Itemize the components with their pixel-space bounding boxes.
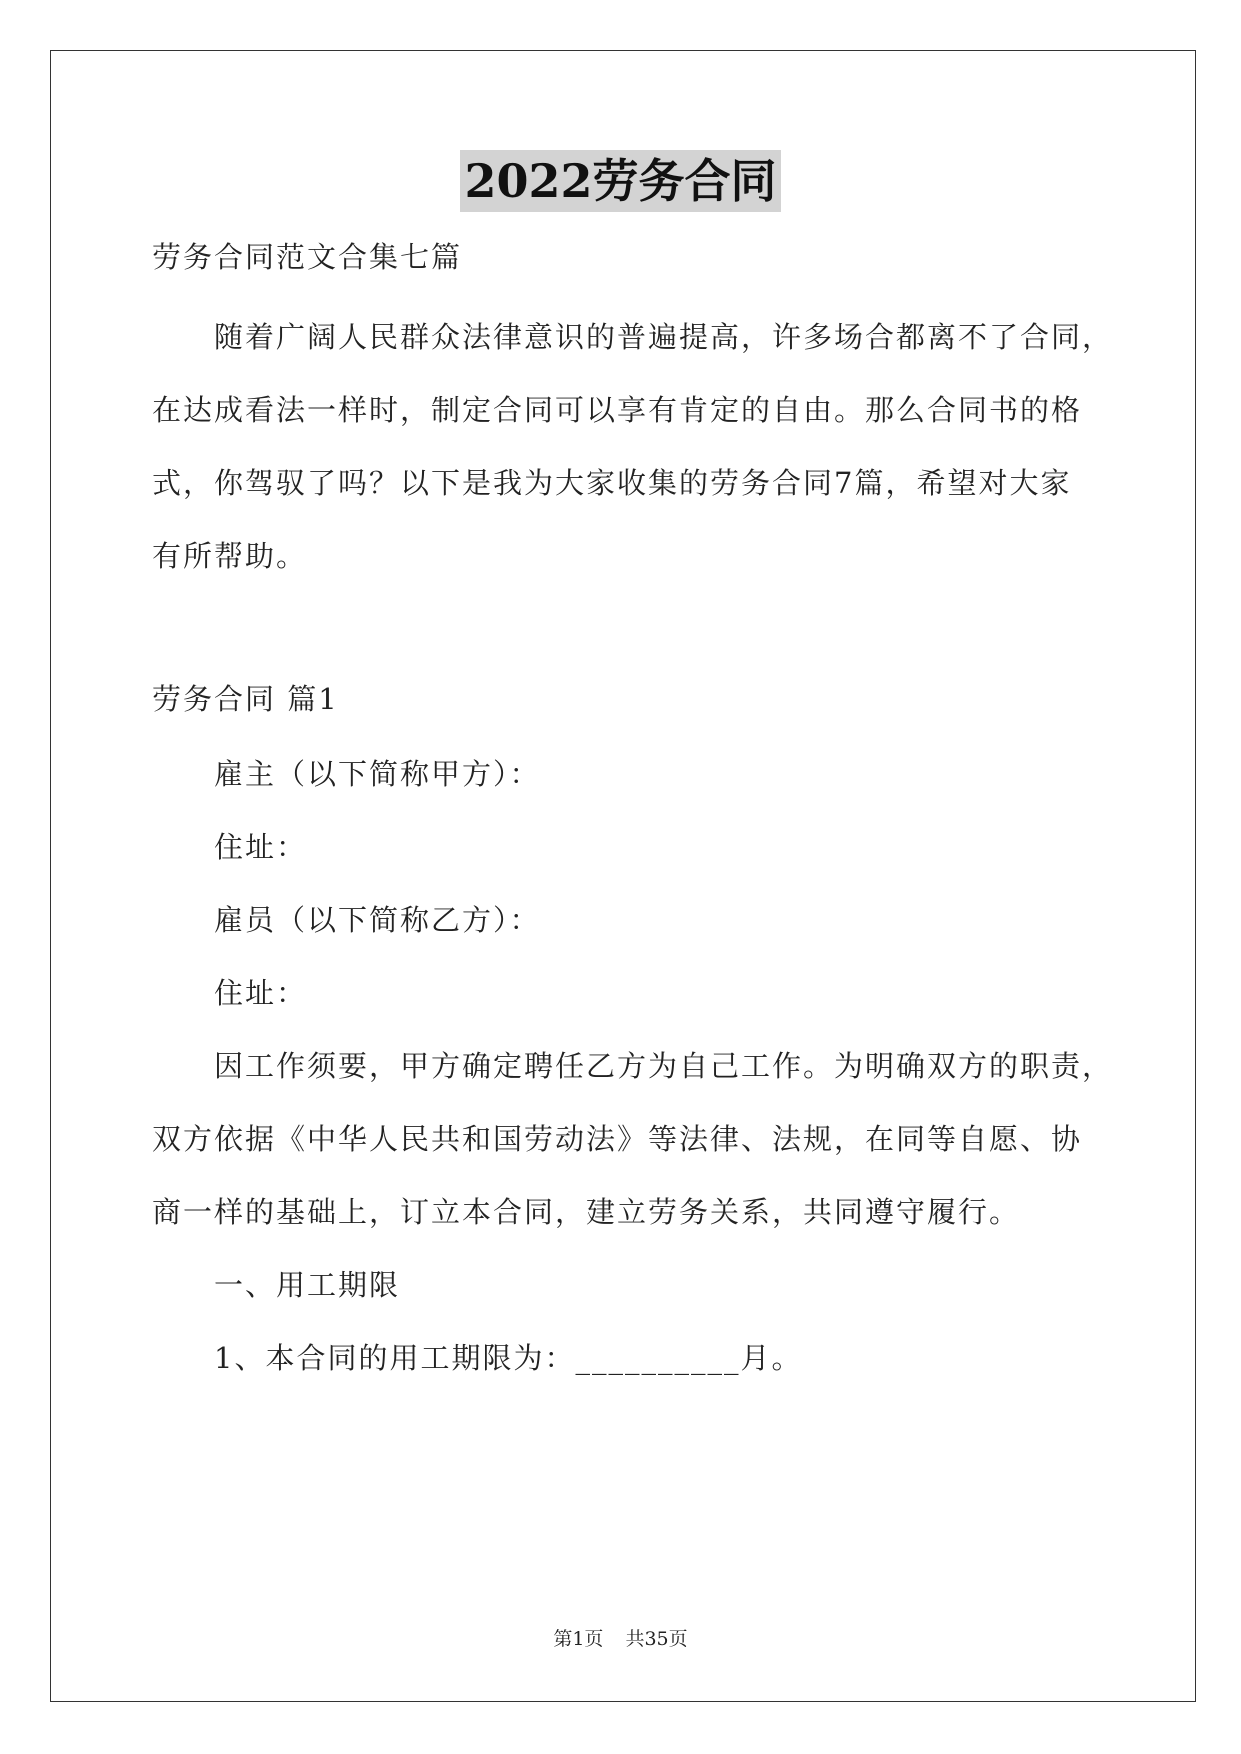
page-number: 第1页 <box>553 1628 604 1650</box>
intro-line: 式，你驾驭了吗？以下是我为大家收集的劳务合同7篇，希望对大家 <box>152 466 1072 500</box>
intro-line: 随着广阔人民群众法律意识的普遍提高，许多场合都离不了合同， <box>214 320 1114 354</box>
intro-line: 有所帮助。 <box>152 539 308 573</box>
page-total: 共35页 <box>625 1628 688 1650</box>
employee-field: 雇员（以下简称乙方）： <box>214 903 541 937</box>
section-heading: 劳务合同 篇1 <box>152 682 339 716</box>
employee-address-field: 住址： <box>214 976 308 1010</box>
document-subtitle: 劳务合同范文合集七篇 <box>152 240 463 274</box>
document-title: 2022劳务合同 <box>460 150 780 212</box>
employer-address-field: 住址： <box>214 830 308 864</box>
body-line: 双方依据《中华人民共和国劳动法》等法律、法规，在同等自愿、协 <box>152 1122 1083 1156</box>
page-border <box>50 50 1196 1702</box>
title-container <box>0 150 1241 212</box>
body-line: 因工作须要，甲方确定聘任乙方为自己工作。为明确双方的职责， <box>214 1049 1114 1083</box>
employer-field: 雇主（以下简称甲方）： <box>214 757 541 791</box>
clause-heading: 一、用工期限 <box>214 1268 401 1302</box>
clause-item: 1、本合同的用工期限为：__________月。 <box>214 1341 803 1375</box>
page-footer <box>0 1624 1241 1651</box>
body-line: 商一样的基础上，订立本合同，建立劳务关系，共同遵守履行。 <box>152 1195 1021 1229</box>
intro-line: 在达成看法一样时，制定合同可以享有肯定的自由。那么合同书的格 <box>152 393 1083 427</box>
